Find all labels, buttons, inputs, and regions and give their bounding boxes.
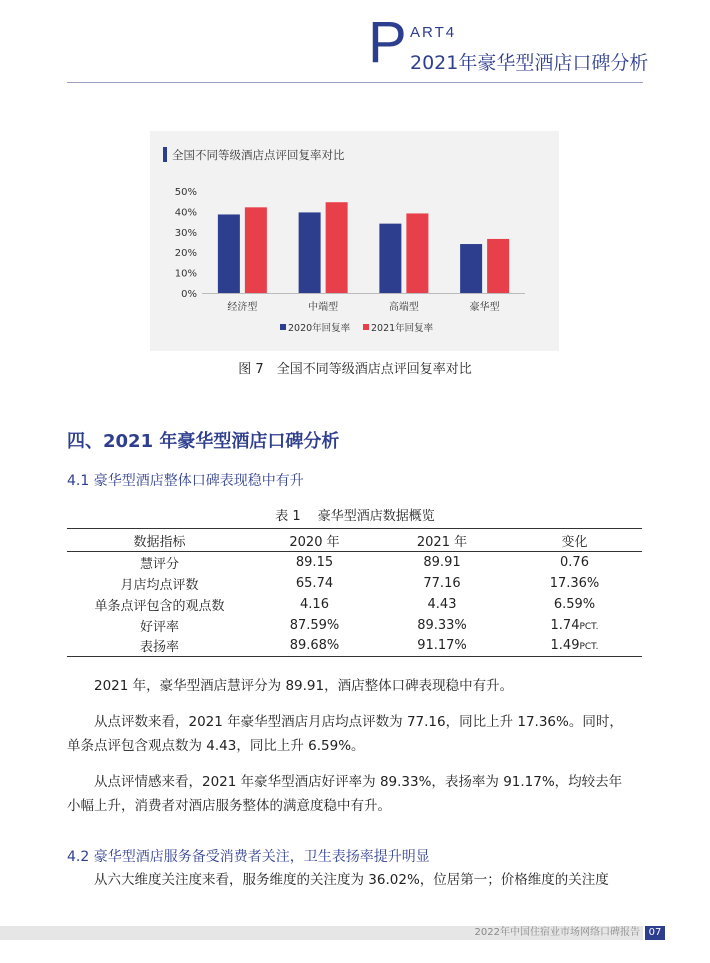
value-2021-cell: 4.43 — [427, 596, 457, 612]
x-tick-label: 经济型 — [227, 302, 258, 313]
y-tick-label: 40% — [174, 207, 197, 219]
value-2020-cell: 89.15 — [295, 554, 334, 570]
bar-2021 — [406, 213, 428, 293]
column-header: 变化 — [507, 529, 642, 552]
value-2020-cell: 65.74 — [295, 575, 334, 591]
metric-cell: 好评率 — [139, 619, 179, 635]
paragraph — [67, 770, 645, 818]
page-header-title: 2021年豪华型酒店口碑分析 — [410, 52, 649, 74]
table-row — [67, 615, 642, 636]
subsection-title-4-1: 4.1 豪华型酒店整体口碑表现稳中有升 — [67, 473, 304, 489]
value-2021-cell: 77.16 — [423, 575, 461, 591]
chart-panel — [150, 131, 559, 351]
bar-2021 — [326, 202, 348, 293]
y-tick-label: 20% — [174, 248, 197, 260]
table-row — [67, 594, 642, 615]
column-header: 数据指标 — [67, 529, 252, 552]
value-2021-cell: 91.17% — [377, 636, 507, 657]
footer-report-title: 2022年中国住宿业市场网络口碑报告 — [474, 927, 640, 938]
change-suffix: PCT. — [579, 642, 599, 653]
change-cell — [507, 594, 642, 615]
y-tick-label: 10% — [174, 268, 197, 280]
y-tick-label: 30% — [174, 227, 197, 239]
value-2021-cell: 89.33% — [417, 617, 467, 633]
table-caption: 表 1 豪华型酒店数据概览 — [275, 509, 435, 524]
subsection-title-4-2: 4.2 豪华型酒店服务备受消费者关注，卫生表扬率提升明显 — [67, 849, 430, 865]
value-2020-cell: 4.16 — [300, 596, 329, 612]
table-header-row — [67, 529, 642, 552]
paragraph: 2021 年，豪华型酒店慧评分为 89.91，酒店整体口碑表现稳中有升。 — [94, 678, 514, 694]
x-tick-label: 中端型 — [308, 302, 339, 313]
change-value: 1.49 — [550, 638, 580, 654]
paragraph-line: 小幅上升，消费者对酒店服务整体的满意度稳中有升。 — [67, 798, 391, 814]
figure-caption: 图 7 全国不同等级酒店点评回复率对比 — [238, 362, 472, 377]
bar-2021 — [487, 239, 509, 293]
legend-label: 2020年回复率 — [288, 323, 351, 334]
legend-swatch — [280, 324, 286, 330]
value-2021-cell: 89.91 — [423, 554, 461, 570]
bar-2021 — [245, 207, 267, 293]
table-row — [67, 636, 642, 657]
part-label: ART4 — [410, 24, 457, 41]
metric-cell: 单条点评包含的观点数 — [94, 598, 225, 614]
value-2020-cell: 87.59% — [289, 617, 340, 633]
change-cell — [507, 573, 642, 594]
x-tick-label: 豪华型 — [469, 302, 500, 313]
section-title: 四、2021 年豪华型酒店口碑分析 — [67, 431, 340, 452]
change-value: 17.36% — [549, 575, 600, 591]
bar-2020 — [299, 212, 321, 293]
legend-label: 2021年回复率 — [371, 323, 434, 334]
part-letter: P — [368, 10, 407, 75]
page-number: 07 — [645, 926, 665, 940]
chart-title: 全国不同等级酒店点评回复率对比 — [172, 148, 345, 162]
y-tick-label: 50% — [174, 187, 197, 198]
header-divider — [67, 82, 643, 83]
change-cell — [507, 636, 642, 657]
data-table — [67, 528, 642, 657]
change-suffix: PCT. — [579, 621, 599, 632]
metric-cell: 慧评分 — [139, 556, 179, 572]
metric-cell: 表扬率 — [67, 636, 252, 657]
metric-cell: 月店均点评数 — [120, 577, 199, 593]
table-row — [67, 552, 642, 573]
bar-2020 — [218, 214, 240, 293]
paragraph-line: 单条点评包含观点数为 4.43，同比上升 6.59%。 — [67, 738, 365, 754]
change-value: 6.59% — [553, 596, 596, 612]
table-row — [67, 573, 642, 594]
column-header: 2020 年 — [252, 529, 377, 552]
paragraph — [67, 710, 645, 758]
change-value: 1.74 — [550, 617, 580, 633]
chart-title-marker — [163, 147, 167, 162]
change-cell — [507, 615, 642, 636]
value-2020-cell: 89.68% — [252, 636, 377, 657]
change-value: 0.76 — [560, 554, 589, 570]
x-tick-label: 高端型 — [388, 302, 419, 313]
bar-2020 — [460, 244, 482, 293]
change-cell — [507, 552, 642, 573]
paragraph-line: 从点评数来看，2021 年豪华型酒店月店均点评数为 77.16，同比上升 17.36%。同时， — [94, 714, 623, 730]
paragraph: 从六大维度关注度来看，服务维度的关注度为 36.02%，位居第一；价格维度的关注度 — [94, 872, 609, 888]
legend-swatch — [363, 324, 369, 330]
bar-2020 — [379, 224, 401, 293]
column-header: 2021 年 — [377, 529, 507, 552]
bar-chart — [150, 131, 559, 351]
y-tick-label: 0% — [181, 289, 197, 300]
paragraph-line: 从点评情感来看，2021 年豪华型酒店好评率为 89.33%，表扬率为 91.17%，均较去年 — [94, 774, 623, 790]
